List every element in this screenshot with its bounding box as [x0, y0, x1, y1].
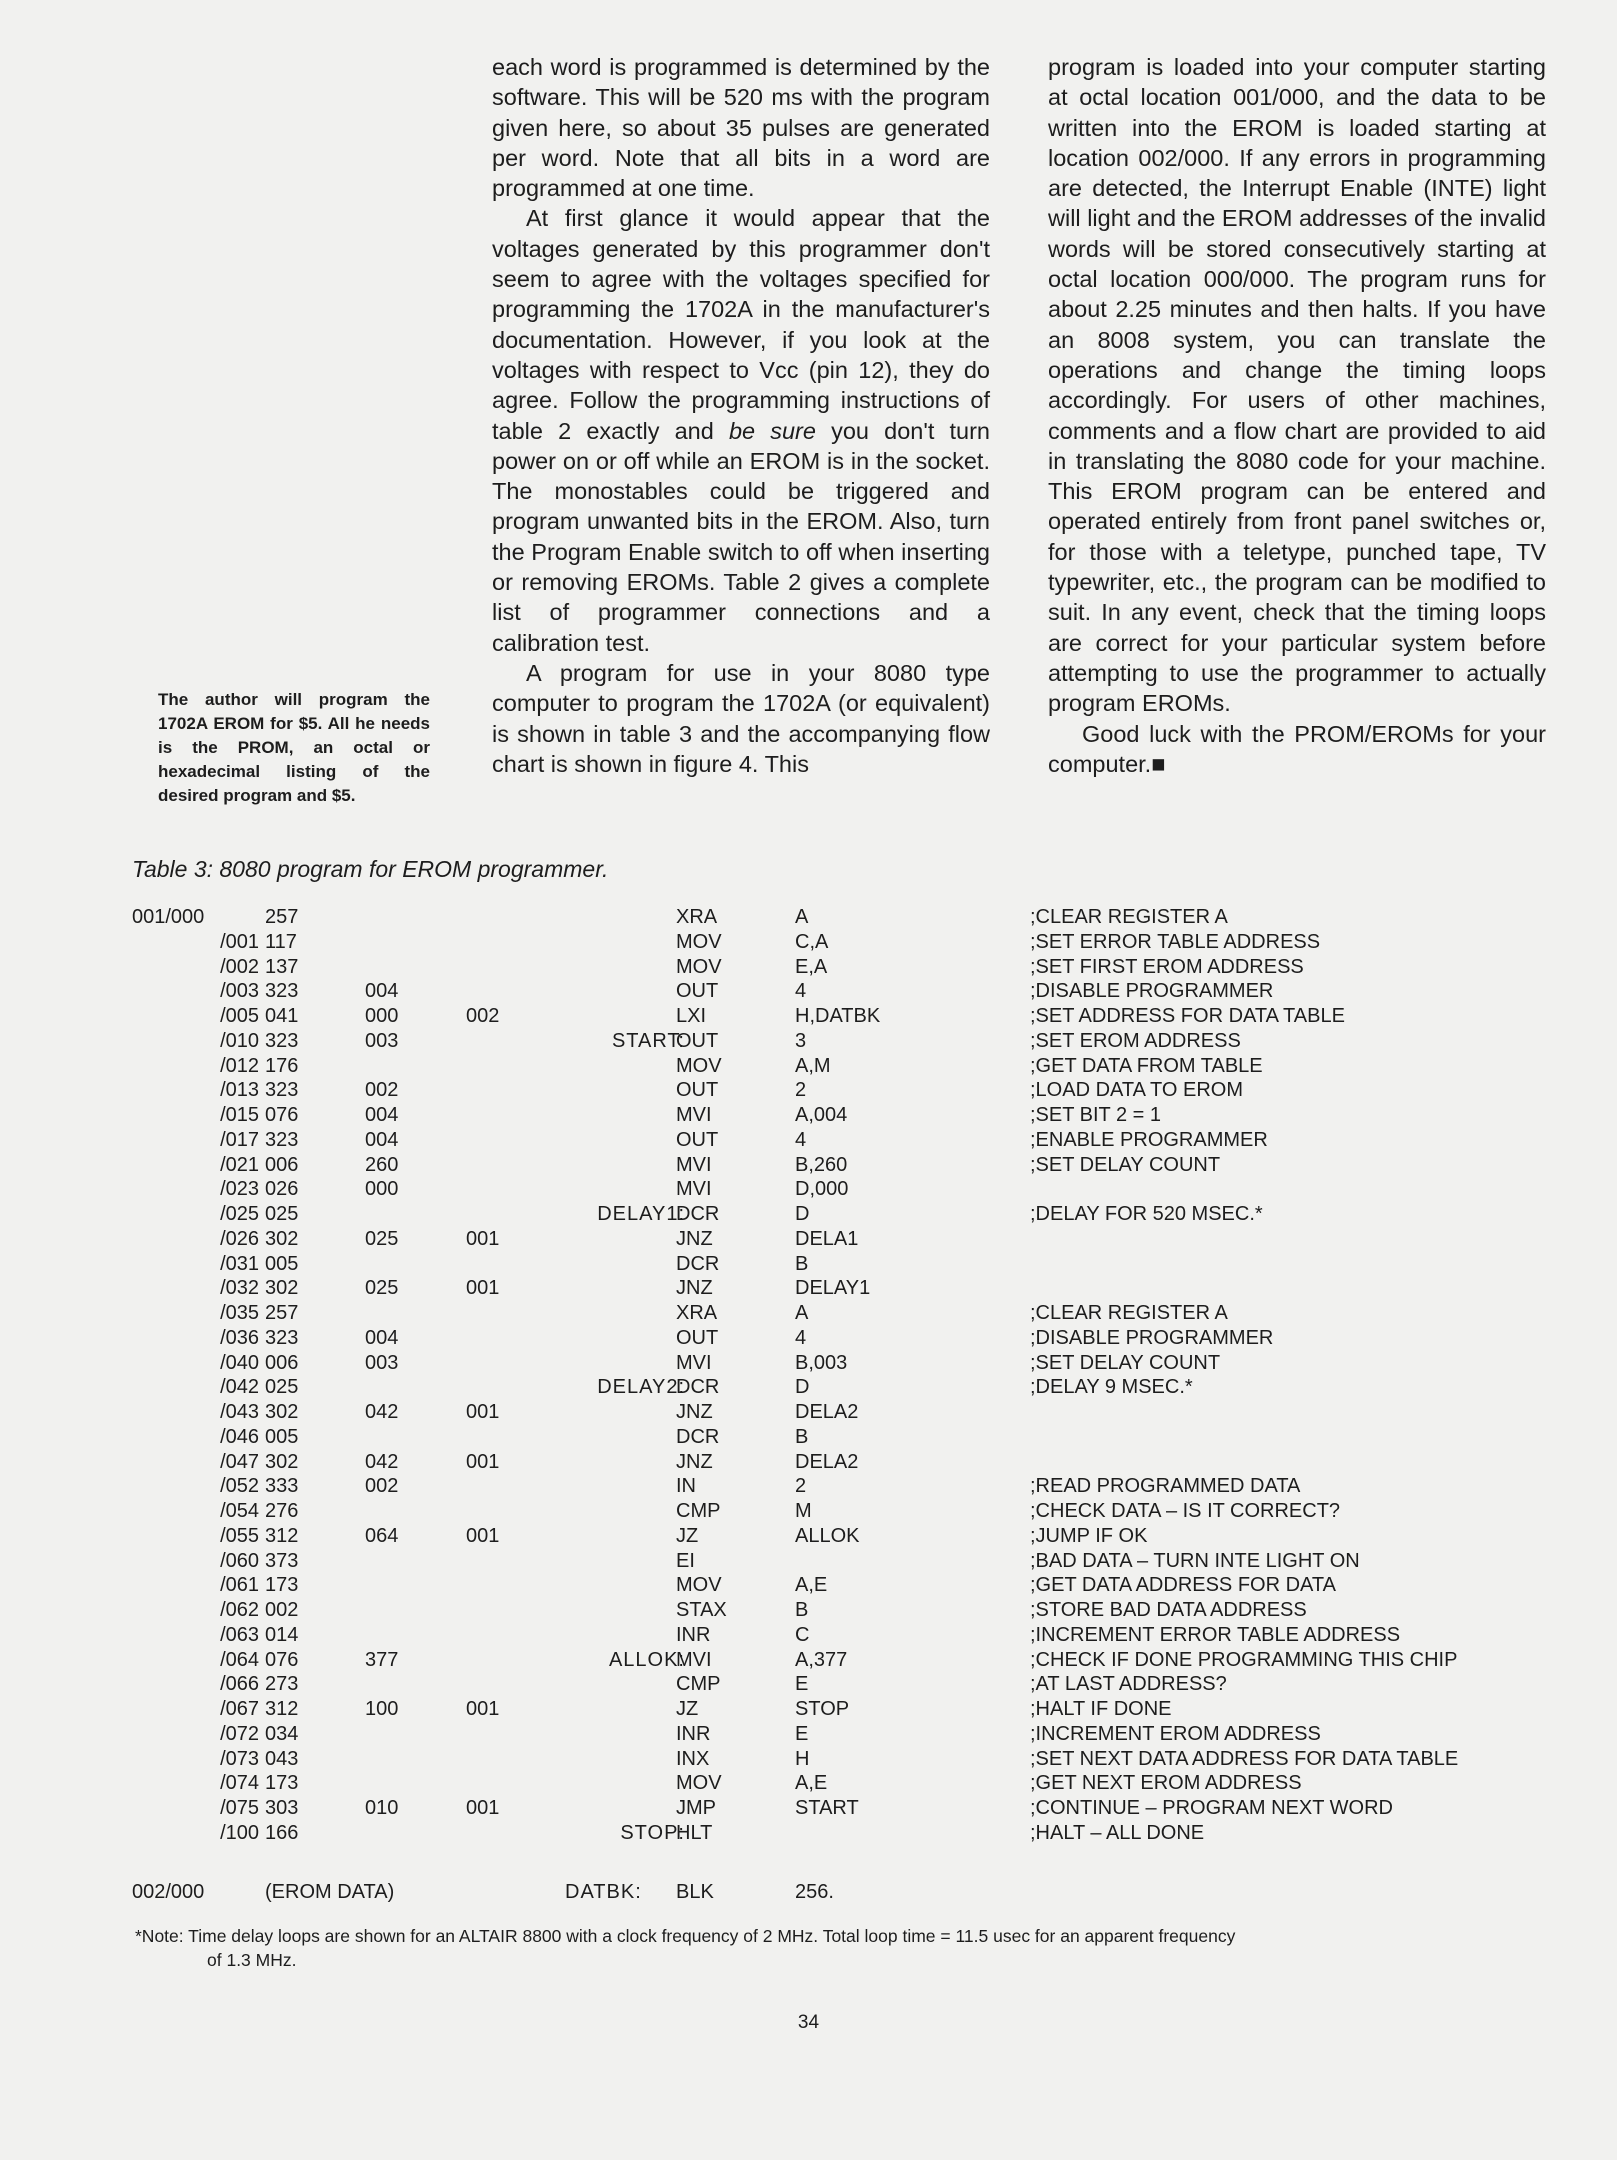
table-row	[0, 1352, 1617, 1377]
table-row	[0, 1104, 1617, 1129]
operand: E	[795, 1722, 809, 1745]
comment: ;DELAY 9 MSEC.*	[1030, 1376, 1193, 1399]
mnemonic: XRA	[676, 906, 718, 928]
table-row	[0, 1005, 1617, 1030]
comment: ;SET ERROR TABLE ADDRESS	[1030, 930, 1321, 953]
mnemonic: JNZ	[676, 1450, 713, 1473]
operand: A,377	[795, 1648, 848, 1671]
operand: C	[795, 1623, 810, 1646]
mnemonic: MOV	[676, 1574, 722, 1597]
byte1: 166	[265, 1821, 299, 1844]
paragraph	[1048, 719, 1546, 780]
byte1: 302	[265, 1401, 299, 1423]
mnemonic: OUT	[676, 1128, 719, 1151]
operand: 2	[795, 1079, 807, 1102]
mnemonic: CMP	[676, 1673, 721, 1696]
address: /052	[220, 1475, 259, 1498]
address: /001	[220, 930, 259, 953]
table-row	[0, 1797, 1617, 1822]
operand: 2	[795, 1475, 807, 1498]
table-row	[0, 1525, 1617, 1550]
address: /072	[220, 1722, 259, 1745]
byte1: 312	[265, 1524, 299, 1547]
operand: ALLOK	[795, 1524, 860, 1547]
paragraph: A program for use in your 8080 type computer to program the 1702A (or equivalent) is shown in table 3 and the accompanying flow chart is shown in figure 4. This	[492, 659, 990, 777]
operand: E	[795, 1673, 809, 1696]
operand: A	[795, 906, 809, 928]
byte1: 333	[265, 1475, 299, 1498]
address: /042	[220, 1376, 259, 1399]
byte1: 173	[265, 1574, 299, 1597]
paragraph: each word is programmed is determined by the software. This will be 520 ms with the program given here, so about 35 pulses are generated per word. Note that all bits in a word are programmed at one time.	[492, 54, 990, 202]
operand: D,000	[795, 1178, 849, 1201]
table-row	[0, 1178, 1617, 1203]
text: Good luck with the PROM/EROMs for your computer.	[1048, 720, 1546, 777]
byte2: 377	[365, 1648, 399, 1671]
comment: ;JUMP IF OK	[1030, 1524, 1148, 1547]
table-row	[0, 1500, 1617, 1525]
byte1: 041	[265, 1005, 299, 1027]
comment: ;HALT – ALL DONE	[1030, 1821, 1205, 1844]
comment: ;ENABLE PROGRAMMER	[1030, 1128, 1268, 1151]
comment: ;AT LAST ADDRESS?	[1030, 1673, 1227, 1696]
address: /032	[220, 1277, 259, 1300]
byte3: 001	[466, 1450, 500, 1473]
address: /015	[220, 1104, 259, 1126]
comment: ;GET DATA FROM TABLE	[1030, 1054, 1263, 1077]
byte1: 043	[265, 1747, 299, 1770]
operand: B	[795, 1425, 809, 1448]
byte2: 025	[365, 1277, 399, 1300]
operand: B	[795, 1252, 809, 1275]
byte3: 002	[466, 1005, 500, 1027]
byte2: 002	[365, 1475, 399, 1498]
article-column-2	[492, 52, 990, 779]
operand: 4	[795, 980, 807, 1003]
operand: E,A	[795, 955, 828, 978]
table-row	[0, 1673, 1617, 1698]
table-caption: Table 3: 8080 program for EROM programmer.	[132, 856, 609, 882]
address: /040	[220, 1351, 259, 1374]
address: /055	[220, 1524, 259, 1547]
byte1: 323	[265, 1079, 299, 1102]
operand: STOP	[795, 1698, 850, 1720]
address: 001/000	[132, 906, 205, 928]
byte2: 010	[365, 1797, 399, 1819]
byte1: 117	[265, 930, 297, 953]
comment: ;SET FIRST EROM ADDRESS	[1030, 955, 1304, 978]
comment: ;SET NEXT DATA ADDRESS FOR DATA TABLE	[1030, 1747, 1459, 1770]
table-row	[0, 906, 1617, 931]
byte2: 002	[365, 1079, 399, 1102]
operand: D	[795, 1203, 810, 1225]
address: /066	[220, 1673, 259, 1696]
mnemonic: OUT	[676, 1079, 719, 1102]
byte1: 302	[265, 1277, 299, 1300]
table-row	[0, 980, 1617, 1005]
operand: DELA1	[795, 1227, 859, 1250]
table-row	[0, 1079, 1617, 1104]
address: /047	[220, 1450, 259, 1473]
byte3: 001	[466, 1401, 500, 1423]
comment: ;STORE BAD DATA ADDRESS	[1030, 1599, 1307, 1621]
mnemonic: OUT	[676, 1029, 719, 1052]
address: /054	[220, 1500, 259, 1522]
byte1: 323	[265, 980, 299, 1003]
table-row	[0, 1401, 1617, 1426]
byte1: 076	[265, 1104, 299, 1126]
comment: ;CHECK DATA – IS IT CORRECT?	[1030, 1500, 1341, 1522]
mnemonic: INR	[676, 1623, 711, 1646]
mnemonic: JMP	[676, 1797, 716, 1819]
address: /046	[220, 1425, 259, 1448]
address: /064	[220, 1648, 259, 1671]
address: /031	[220, 1252, 259, 1275]
address: /012	[220, 1054, 259, 1077]
byte1: 076	[265, 1648, 299, 1671]
byte3: 001	[466, 1277, 500, 1300]
table-row	[0, 1030, 1617, 1055]
byte1: 323	[265, 1029, 299, 1052]
byte1: 034	[265, 1722, 299, 1745]
mnemonic: JZ	[676, 1524, 699, 1547]
table-row	[0, 1302, 1617, 1327]
operand: H,DATBK	[795, 1005, 881, 1027]
address: /043	[220, 1401, 259, 1423]
byte2: 000	[365, 1005, 399, 1027]
comment: ;SET DELAY COUNT	[1030, 1351, 1221, 1374]
text: you don't turn power on or off while an EROM is in the socket. The monostables could be triggered and program unwanted bits in the EROM. Also, turn the Program Enable switch to off when inserting or removing EROMs. Table 2 gives a complete list of programmer connections and a calibration test.	[492, 417, 990, 656]
mnemonic: OUT	[676, 980, 719, 1003]
byte1: 276	[265, 1500, 299, 1522]
operand: A,E	[795, 1772, 828, 1795]
comment: ;SET EROM ADDRESS	[1030, 1029, 1241, 1052]
table-row	[0, 1723, 1617, 1748]
table-row	[0, 1748, 1617, 1773]
byte1: 273	[265, 1673, 299, 1696]
byte2: 004	[365, 1326, 399, 1349]
operand: DELA2	[795, 1401, 859, 1423]
operand: B,260	[795, 1153, 848, 1176]
byte2: 042	[365, 1450, 399, 1473]
operand: M	[795, 1500, 812, 1522]
mnemonic: DCR	[676, 1376, 720, 1399]
address: /010	[220, 1029, 259, 1052]
operand: A	[795, 1302, 809, 1324]
byte1: 025	[265, 1203, 299, 1225]
byte1: 006	[265, 1153, 299, 1176]
operand: A,M	[795, 1054, 831, 1077]
byte1: 173	[265, 1772, 299, 1795]
mnemonic: JZ	[676, 1698, 699, 1720]
label: ALLOK:	[608, 1648, 685, 1671]
sidebar-note: The author will program the 1702A EROM for $5. All he needs is the PROM, an octal or hexadecimal listing of the desired program and $5.	[158, 690, 430, 805]
byte3: 001	[466, 1698, 500, 1720]
byte1: 257	[265, 906, 299, 928]
address: /067	[220, 1698, 259, 1720]
operand: H	[795, 1747, 810, 1770]
mnemonic: MVI	[676, 1351, 712, 1374]
mnemonic: JNZ	[676, 1277, 713, 1300]
mnemonic: MOV	[676, 930, 722, 953]
comment: ;BAD DATA – TURN INTE LIGHT ON	[1030, 1549, 1360, 1572]
mnemonic: EI	[676, 1549, 695, 1572]
mnemonic: DCR	[676, 1425, 720, 1448]
label: DELAY2:	[597, 1376, 685, 1399]
mnemonic: STAX	[676, 1599, 727, 1621]
operand: C,A	[795, 930, 829, 953]
comment: ;GET DATA ADDRESS FOR DATA	[1030, 1574, 1336, 1597]
address: /074	[220, 1772, 259, 1795]
address: /023	[220, 1178, 259, 1201]
comment: ;HALT IF DONE	[1030, 1698, 1172, 1720]
byte1: 302	[265, 1450, 299, 1473]
address: /062	[220, 1599, 259, 1621]
address: /017	[220, 1128, 259, 1151]
mnemonic: INX	[676, 1747, 710, 1770]
comment: ;LOAD DATA TO EROM	[1030, 1079, 1244, 1102]
byte2: 025	[365, 1227, 399, 1250]
byte1: 025	[265, 1376, 299, 1399]
comment: ;CONTINUE – PROGRAM NEXT WORD	[1030, 1797, 1393, 1819]
table-row	[0, 1599, 1617, 1624]
byte3: 001	[466, 1797, 500, 1819]
address: /002	[220, 955, 259, 978]
address: /025	[220, 1203, 259, 1225]
table-row	[0, 1129, 1617, 1154]
label: DATBK:	[565, 1880, 642, 1903]
table-row	[0, 1881, 1617, 1906]
comment: ;READ PROGRAMMED DATA	[1030, 1475, 1301, 1498]
mnemonic: MOV	[676, 1054, 722, 1077]
operand: START	[795, 1797, 859, 1819]
byte1: 323	[265, 1326, 299, 1349]
address: 002/000	[132, 1880, 205, 1903]
byte1: 302	[265, 1227, 299, 1250]
byte1: 176	[265, 1054, 299, 1077]
table-row	[0, 1327, 1617, 1352]
address: /075	[220, 1797, 259, 1819]
byte1: 002	[265, 1599, 299, 1621]
byte2: 004	[365, 1128, 399, 1151]
mnemonic: DCR	[676, 1252, 720, 1275]
mnemonic: MVI	[676, 1104, 712, 1126]
end-mark-icon: ■	[1151, 750, 1166, 777]
operand: 4	[795, 1128, 807, 1151]
label: DELAY1:	[597, 1203, 685, 1225]
article-column-3	[1048, 52, 1546, 779]
mnemonic: IN	[676, 1475, 696, 1498]
address: /060	[220, 1549, 259, 1572]
address: /035	[220, 1302, 259, 1324]
address: /005	[220, 1005, 259, 1027]
comment: ;CHECK IF DONE PROGRAMMING THIS CHIP	[1030, 1648, 1458, 1671]
comment: ;CLEAR REGISTER A	[1030, 906, 1228, 928]
byte1: 303	[265, 1797, 299, 1819]
mnemonic: MVI	[676, 1648, 712, 1671]
table-row	[0, 1154, 1617, 1179]
byte2: 064	[365, 1524, 399, 1547]
table-row	[0, 1277, 1617, 1302]
byte1: 014	[265, 1623, 299, 1646]
byte1: 373	[265, 1549, 299, 1572]
address: /013	[220, 1079, 259, 1102]
table-row	[0, 1253, 1617, 1278]
address: /061	[220, 1574, 259, 1597]
mnemonic: CMP	[676, 1500, 721, 1522]
mnemonic: MOV	[676, 955, 722, 978]
table-row	[0, 1475, 1617, 1500]
comment: ;INCREMENT EROM ADDRESS	[1030, 1722, 1321, 1745]
table-row	[0, 1426, 1617, 1451]
comment: ;INCREMENT ERROR TABLE ADDRESS	[1030, 1623, 1401, 1646]
table-row	[0, 956, 1617, 981]
page-number: 34	[797, 2012, 820, 2033]
byte2: 042	[365, 1401, 399, 1423]
operand: DELAY1	[795, 1277, 871, 1300]
table-row	[0, 1624, 1617, 1649]
operand: A,004	[795, 1104, 848, 1126]
mnemonic: MVI	[676, 1178, 712, 1201]
table-row	[0, 1451, 1617, 1476]
operand: DELA2	[795, 1450, 859, 1473]
table-row	[0, 1550, 1617, 1575]
footnote	[135, 1924, 1565, 1972]
mnemonic: JNZ	[676, 1401, 713, 1423]
comment: ;SET BIT 2 = 1	[1030, 1104, 1161, 1126]
mnemonic: MVI	[676, 1153, 712, 1176]
mnemonic: LXI	[676, 1005, 707, 1027]
address: /063	[220, 1623, 259, 1646]
table-row	[0, 1698, 1617, 1723]
byte3: 001	[466, 1227, 500, 1250]
address: /036	[220, 1326, 259, 1349]
comment: ;GET NEXT EROM ADDRESS	[1030, 1772, 1302, 1795]
table-row	[0, 1203, 1617, 1228]
operand: 256.	[795, 1880, 834, 1903]
table-row	[0, 1376, 1617, 1401]
paragraph	[492, 203, 990, 657]
mnemonic: INR	[676, 1722, 711, 1745]
mnemonic: BLK	[676, 1880, 714, 1903]
footnote-line: of 1.3 MHz.	[207, 1950, 297, 1970]
comment: ;CLEAR REGISTER A	[1030, 1302, 1228, 1324]
byte2: 100	[365, 1698, 399, 1720]
operand: 3	[795, 1029, 807, 1052]
byte2: 000	[365, 1178, 399, 1201]
mnemonic: HLT	[676, 1821, 713, 1844]
operand: D	[795, 1376, 810, 1399]
operand: A,E	[795, 1574, 828, 1597]
table-row	[0, 1228, 1617, 1253]
operand: 4	[795, 1326, 807, 1349]
label: STOP:	[620, 1821, 685, 1844]
byte1: 026	[265, 1178, 299, 1201]
comment: ;SET ADDRESS FOR DATA TABLE	[1030, 1005, 1345, 1027]
table-row	[0, 931, 1617, 956]
comment: ;DISABLE PROGRAMMER	[1030, 1326, 1274, 1349]
operand: B	[795, 1599, 809, 1621]
comment: ;SET DELAY COUNT	[1030, 1153, 1221, 1176]
byte1: 312	[265, 1698, 299, 1720]
byte2: 003	[365, 1029, 399, 1052]
data-note: (EROM DATA)	[265, 1880, 395, 1903]
table-row	[0, 1055, 1617, 1080]
byte1: 137	[265, 955, 299, 978]
comment: ;DELAY FOR 520 MSEC.*	[1030, 1203, 1263, 1225]
comment: ;DISABLE PROGRAMMER	[1030, 980, 1274, 1003]
byte1: 006	[265, 1351, 299, 1374]
address: /073	[220, 1747, 259, 1770]
byte1: 005	[265, 1425, 299, 1448]
footnote-line: *Note: Time delay loops are shown for an ALTAIR 8800 with a clock frequency of 2 MHz. Total loop time = 11.5 usec for an apparent frequency	[135, 1926, 1236, 1946]
table-row	[0, 1649, 1617, 1674]
operand: B,003	[795, 1351, 848, 1374]
table-row	[0, 1822, 1617, 1847]
byte1: 005	[265, 1252, 299, 1275]
label: START:	[611, 1029, 685, 1052]
mnemonic: XRA	[676, 1302, 718, 1324]
byte2: 260	[365, 1153, 399, 1176]
paragraph: program is loaded into your computer starting at octal location 001/000, and the data to be written into the EROM is loaded starting at location 002/000. If any errors in programming are detected, the Interrupt Enable (INTE) light will light and the EROM addresses of the invalid words will be stored consecutively starting at octal location 000/000. The program runs for about 2.25 minutes and then halts. If you have an 8008 system, you can translate the operations and change the timing loops accordingly. For users of other machines, comments and a flow chart are provided to aid in translating the 8080 code for your machine. This EROM program can be entered and operated entirely from front panel switches or, for those with a teletype, punched tape, TV typewriter, etc., the program can be modified to suit. In any event, check that the timing loops are correct for your particular system before attempting to use the programmer to actually program EROMs.	[1048, 54, 1546, 717]
emphasis: be sure	[728, 417, 816, 444]
byte1: 257	[265, 1302, 299, 1324]
mnemonic: MOV	[676, 1772, 722, 1795]
byte2: 004	[365, 1104, 399, 1126]
table-row	[0, 1574, 1617, 1599]
byte2: 004	[365, 980, 399, 1003]
mnemonic: DCR	[676, 1203, 720, 1225]
table-row	[0, 1772, 1617, 1797]
byte3: 001	[466, 1524, 500, 1547]
address: /003	[220, 980, 259, 1003]
address: /100	[220, 1821, 259, 1844]
address: /026	[220, 1227, 259, 1250]
byte1: 323	[265, 1128, 299, 1151]
address: /021	[220, 1153, 259, 1176]
mnemonic: JNZ	[676, 1227, 713, 1250]
mnemonic: OUT	[676, 1326, 719, 1349]
text: At first glance it would appear that the voltages generated by this programmer don't seem to agree with the voltages specified for programming the 1702A in the manufacturer's documentation. However, if you look at the voltages with respect to Vcc (pin 12), they do agree. Follow the programming instructions of table 2 exactly and	[492, 205, 990, 444]
byte2: 003	[365, 1351, 399, 1374]
